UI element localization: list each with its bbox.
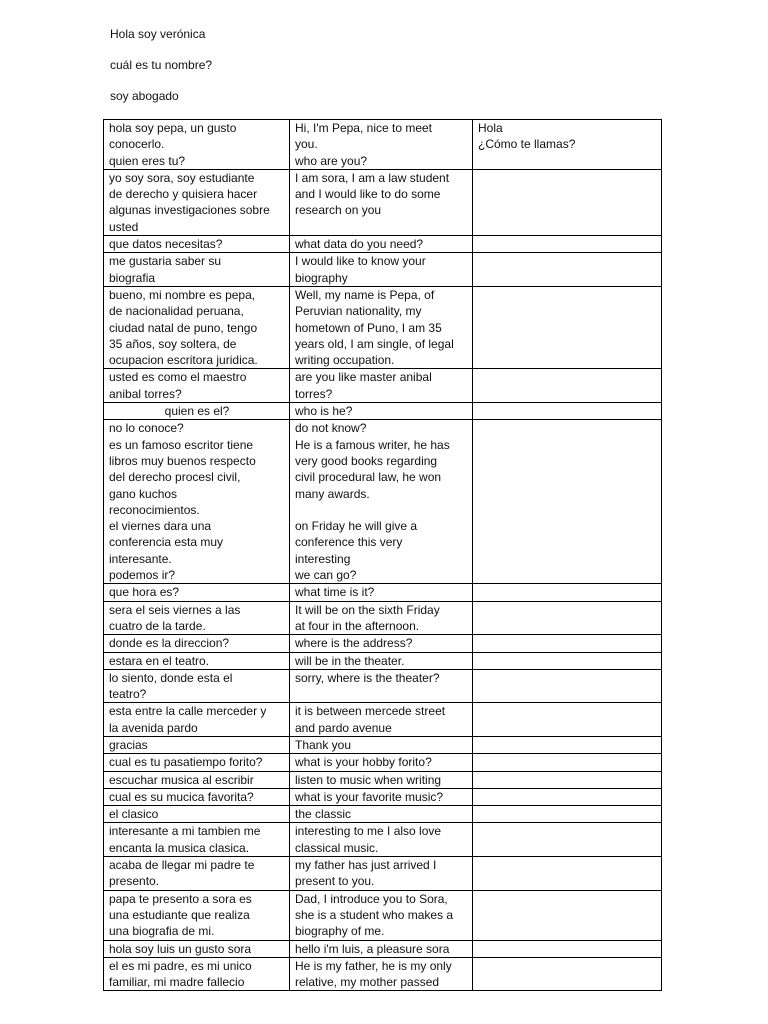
table-row [104,788,662,805]
note-cell [473,584,662,601]
english-cell: He is my father, he is my only relative, my mother passed [290,957,473,991]
table-row [104,369,662,403]
english-cell: what data do you need? [290,236,473,253]
note-cell [473,703,662,737]
english-cell: Hi, I'm Pepa, nice to meet you. who are you? [290,120,473,170]
table-row [104,940,662,957]
spanish-cell: acaba de llegar mi padre te presento. [104,857,290,891]
note-cell: Hola ¿Cómo te llamas? [473,120,662,170]
table-row [104,253,662,287]
table-row [104,169,662,235]
spanish-cell: sera el seis viernes a las cuatro de la tarde. [104,601,290,635]
note-cell [473,940,662,957]
english-cell: will be in the theater. [290,652,473,669]
note-cell [473,806,662,823]
note-cell [473,957,662,991]
spanish-cell: bueno, mi nombre es pepa, de nacionalidad peruana, ciudad natal de puno, tengo 35 años, soy soltera, de ocupacion escritora juridica. [104,286,290,368]
dialogue-table-body [104,120,662,991]
english-cell: what is your favorite music? [290,788,473,805]
note-cell [473,253,662,287]
table-row [104,635,662,652]
spanish-cell: lo siento, donde esta el teatro? [104,669,290,703]
spanish-cell: me gustaria saber su biografia [104,253,290,287]
spanish-cell: interesante a mi tambien me encanta la musica clasica. [104,823,290,857]
table-row [104,286,662,368]
spanish-cell: el es mi padre, es mi unico familiar, mi madre fallecio [104,957,290,991]
spanish-cell: el clasico [104,806,290,823]
english-cell: what time is it? [290,584,473,601]
intro-line-3: soy abogado [110,89,179,103]
english-cell: do not know? He is a famous writer, he has very good books regarding civil procedural law, he won many awards. on Friday he will give a conference this very interesting we can go? [290,420,473,584]
table-row [104,703,662,737]
table-row [104,669,662,703]
intro-line-1: Hola soy verónica [110,27,206,41]
table-row [104,420,662,584]
spanish-cell: cual es tu pasatiempo forito? [104,754,290,771]
english-cell: Dad, I introduce you to Sora, she is a student who makes a biography of me. [290,890,473,940]
spanish-cell: papa te presento a sora es una estudiante que realiza una biografia de mi. [104,890,290,940]
note-cell [473,857,662,891]
table-row [104,120,662,170]
english-cell: sorry, where is the theater? [290,669,473,703]
english-cell: It will be on the sixth Friday at four in the afternoon. [290,601,473,635]
table-row [104,957,662,991]
english-cell: it is between mercede street and pardo avenue [290,703,473,737]
table-row [104,601,662,635]
table-row [104,754,662,771]
spanish-cell: que hora es? [104,584,290,601]
english-cell: what is your hobby forito? [290,754,473,771]
note-cell [473,652,662,669]
english-cell: are you like master anibal torres? [290,369,473,403]
english-cell: I am sora, I am a law student and I would like to do some research on you [290,169,473,235]
note-cell [473,403,662,420]
spanish-cell: cual es su mucica favorita? [104,788,290,805]
table-row [104,823,662,857]
table-row [104,403,662,420]
english-cell: the classic [290,806,473,823]
spanish-cell: quien es el? [104,403,290,420]
table-row [104,857,662,891]
spanish-cell: hola soy luis un gusto sora [104,940,290,957]
english-cell: listen to music when writing [290,771,473,788]
english-cell: who is he? [290,403,473,420]
note-cell [473,823,662,857]
english-cell: Thank you [290,736,473,753]
table-row [104,890,662,940]
note-cell [473,286,662,368]
note-cell [473,601,662,635]
table-row [104,806,662,823]
spanish-cell: gracias [104,736,290,753]
spanish-cell: usted es como el maestro anibal torres? [104,369,290,403]
note-cell [473,890,662,940]
english-cell: Well, my name is Pepa, of Peruvian nationality, my hometown of Puno, I am 35 years old, I am single, of legal writing occupation. [290,286,473,368]
table-row [104,236,662,253]
note-cell [473,771,662,788]
table-row [104,771,662,788]
table-row [104,652,662,669]
english-cell: hello i'm luis, a pleasure sora [290,940,473,957]
spanish-cell: no lo conoce? es un famoso escritor tiene libros muy buenos respecto del derecho procesl civil, gano kuchos reconocimientos. el viernes dara una conferencia esta muy interesante. podemos ir? [104,420,290,584]
english-cell: my father has just arrived I present to you. [290,857,473,891]
note-cell [473,736,662,753]
dialogue-table [103,119,662,991]
english-cell: I would like to know your biography [290,253,473,287]
spanish-cell: que datos necesitas? [104,236,290,253]
spanish-cell: esta entre la calle merceder y la avenida pardo [104,703,290,737]
note-cell [473,236,662,253]
note-cell [473,788,662,805]
intro-line-2: cuál es tu nombre? [110,58,213,72]
note-cell [473,369,662,403]
english-cell: interesting to me I also love classical music. [290,823,473,857]
note-cell [473,635,662,652]
spanish-cell: escuchar musica al escribir [104,771,290,788]
spanish-cell: estara en el teatro. [104,652,290,669]
note-cell [473,420,662,584]
note-cell [473,169,662,235]
table-row [104,584,662,601]
note-cell [473,754,662,771]
table-row [104,736,662,753]
note-cell [473,669,662,703]
spanish-cell: yo soy sora, soy estudiante de derecho y quisiera hacer algunas investigaciones sobre usted [104,169,290,235]
spanish-cell: donde es la direccion? [104,635,290,652]
spanish-cell: hola soy pepa, un gusto conocerlo. quien eres tu? [104,120,290,170]
english-cell: where is the address? [290,635,473,652]
